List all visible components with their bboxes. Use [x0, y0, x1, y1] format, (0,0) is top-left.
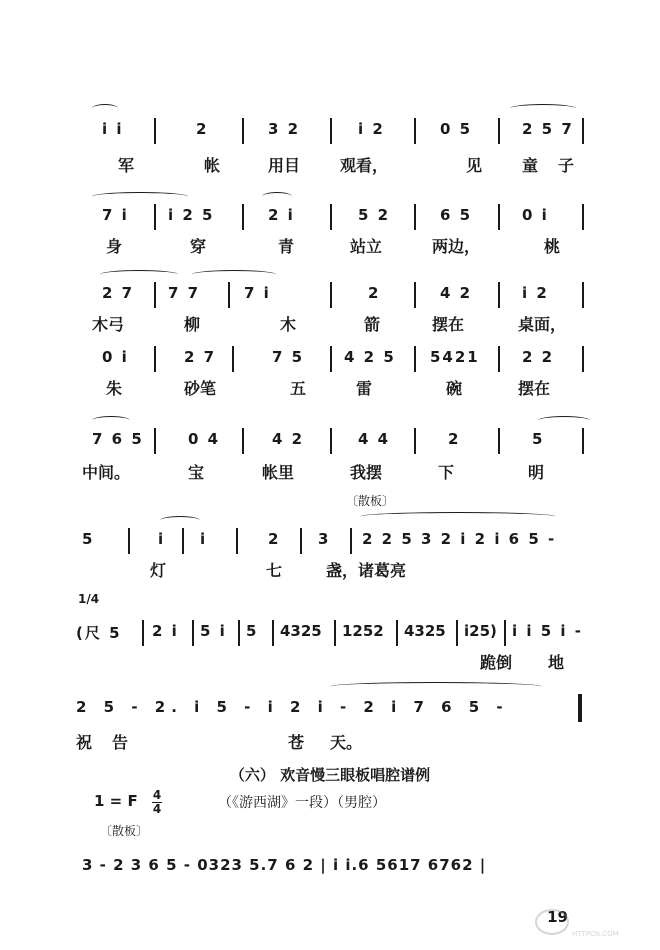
lyric: 两边， [432, 237, 481, 256]
note-group: 5 [532, 430, 545, 448]
notation-row-7 [76, 620, 596, 646]
slur [92, 104, 118, 113]
lyric: 木弓 [92, 315, 125, 334]
note-group: i [158, 530, 166, 548]
lyric: 用目 [268, 156, 301, 175]
lyric: 朱 [106, 379, 123, 398]
note-group: i i 5 i - [512, 622, 583, 640]
note-group: 4325 [404, 622, 446, 640]
lyric: 明 [528, 463, 545, 482]
time-signature [152, 790, 162, 815]
slur [262, 192, 292, 201]
section-heading: （六） 欢音慢三眼板唱腔谱例 [229, 766, 431, 784]
lyric: 苍 [288, 733, 305, 752]
note-group: 4 4 [358, 430, 391, 448]
note-group: 7 i [244, 284, 271, 302]
barline [456, 620, 458, 646]
notation-row-4 [92, 346, 592, 372]
barline [582, 428, 584, 454]
note-group: 5421 [430, 348, 480, 366]
barline [192, 620, 194, 646]
lyric: 宝 [188, 463, 205, 482]
note-group: 2 7 [102, 284, 135, 302]
barline [498, 346, 500, 372]
note-group: 7 6 5 [92, 430, 144, 448]
note-group: 0 i [102, 348, 129, 366]
subtitle: （《游西湖》一段）（男腔） [218, 795, 386, 811]
note-group: 2 [368, 284, 381, 302]
note-group: (尺 5 [76, 624, 122, 642]
note-group: i i [102, 120, 124, 138]
note-group: i 2 [358, 120, 385, 138]
meter-bottom: 4 [152, 802, 162, 816]
slur [510, 104, 576, 113]
notation-row-5 [92, 428, 592, 454]
note-group: 0 4 [188, 430, 221, 448]
lyrics-row-8 [76, 730, 576, 754]
barline [414, 346, 416, 372]
slur [100, 270, 178, 279]
barline [330, 118, 332, 144]
lyric: 我摆 [350, 463, 383, 482]
page-number: 19 [547, 908, 568, 926]
lyrics-row-2 [92, 234, 592, 258]
notation-row-6 [82, 528, 592, 554]
note-group: i 2 [522, 284, 549, 302]
lyric: 箭 [364, 315, 381, 334]
slur [160, 516, 200, 525]
note-group: 5 [82, 530, 95, 548]
note-group: 2 i [152, 622, 179, 640]
note-group: 2 5 7 [522, 120, 574, 138]
barline [414, 428, 416, 454]
watermark-swirl [536, 910, 568, 934]
lyric: 地 [548, 653, 565, 672]
barline [330, 282, 332, 308]
barline [154, 428, 156, 454]
note-group: 5 i [200, 622, 227, 640]
barline [498, 282, 500, 308]
lyric: 穿 [190, 237, 207, 256]
note-group: 4 2 [272, 430, 305, 448]
barline [142, 620, 144, 646]
lyric: 木 [280, 315, 297, 334]
tempo-tag: 〔散板〕 [100, 824, 149, 838]
lyric: 盏，诸葛亮 [326, 561, 407, 580]
barline [228, 282, 230, 308]
barline [238, 620, 240, 646]
slur [330, 682, 542, 691]
notation-row-1 [92, 118, 592, 144]
note-group: 1252 [342, 622, 384, 640]
slur [538, 416, 590, 425]
barline [154, 346, 156, 372]
note-group: 3 2 [268, 120, 301, 138]
note-group: i25) [464, 622, 497, 640]
tempo-tag: 〔散板〕 [346, 494, 395, 508]
barline [330, 204, 332, 230]
lyric: 军 [118, 156, 135, 175]
note-group: 2 5 - 2. i 5 - i 2 i - 2 i 7 6 5 - [76, 698, 509, 716]
lyric: 桃 [544, 237, 561, 256]
barline [334, 620, 336, 646]
barline [330, 346, 332, 372]
barline [272, 620, 274, 646]
lyric: 摆在 [518, 379, 551, 398]
note-group: 7 7 [168, 284, 201, 302]
note-group: 2 [196, 120, 209, 138]
lyric: 祝 [76, 733, 93, 752]
lyric: 帐 [204, 156, 221, 175]
barline [414, 204, 416, 230]
lyrics-row-7 [92, 650, 592, 674]
lyric: 碗 [446, 379, 463, 398]
lyrics-row-1 [92, 153, 592, 177]
barline [300, 528, 302, 554]
lyrics-row-3 [92, 312, 592, 336]
lyric: 观看， [340, 156, 389, 175]
note-group: 2 2 [522, 348, 555, 366]
barline [582, 346, 584, 372]
note-group: 5 2 [358, 206, 391, 224]
barline [350, 528, 352, 554]
note-group: 3 - 2 3 6 5 - 0323 5.7 6 2 | i i.6 5617 6762 | [82, 856, 487, 874]
lyric: 下 [438, 463, 455, 482]
note-group: i [200, 530, 208, 548]
notation-row-3 [92, 282, 592, 308]
barline [128, 528, 130, 554]
lyric: 青 [278, 237, 295, 256]
barline [414, 118, 416, 144]
lyric: 告 [112, 733, 129, 752]
barline [330, 428, 332, 454]
barline [582, 204, 584, 230]
barline [414, 282, 416, 308]
lyrics-row-6 [92, 558, 592, 582]
slur [92, 192, 188, 201]
lyric: 童 [522, 156, 539, 175]
note-group: 2 i [268, 206, 295, 224]
barline [498, 118, 500, 144]
notation-row-2 [92, 204, 592, 230]
lyric: 五 [290, 379, 307, 398]
lyric: 跪倒 [480, 653, 513, 672]
barline [242, 428, 244, 454]
barline [396, 620, 398, 646]
note-group: 4325 [280, 622, 322, 640]
note-group: 2 [268, 530, 281, 548]
final-barline [578, 694, 582, 722]
barline [498, 204, 500, 230]
lyric: 七 [266, 561, 283, 580]
barline [242, 118, 244, 144]
lyric: 桌面， [518, 315, 567, 334]
note-group: 6 5 [440, 206, 473, 224]
lyric: 子 [558, 156, 575, 175]
section-label: 1/4 [78, 592, 100, 606]
note-group: 7 i [102, 206, 129, 224]
notation-row-8 [76, 696, 596, 722]
note-group: 3 [318, 530, 331, 548]
note-group: 0 5 [440, 120, 473, 138]
barline [154, 282, 156, 308]
barline [154, 204, 156, 230]
note-group: 4 2 [440, 284, 473, 302]
barline [182, 528, 184, 554]
barline [236, 528, 238, 554]
lyric: 身 [106, 237, 123, 256]
meter-top: 4 [152, 788, 162, 802]
lyric: 站立 [350, 237, 383, 256]
lyric: 中间。 [82, 463, 131, 482]
barline [154, 118, 156, 144]
note-group: 5 [246, 622, 259, 640]
note-group: 0 i [522, 206, 549, 224]
slur [360, 512, 556, 521]
note-group: 4 2 5 [344, 348, 396, 366]
note-group: 2 2 5 3 2 i 2 i 6 5 - [362, 530, 557, 548]
lyric: 柳 [184, 315, 201, 334]
barline [232, 346, 234, 372]
barline [498, 428, 500, 454]
barline [242, 204, 244, 230]
lyric: 砂笔 [184, 379, 217, 398]
lyric: 帐里 [262, 463, 295, 482]
lyric: 天。 [330, 733, 363, 752]
lyric: 雷 [356, 379, 373, 398]
lyrics-row-5 [82, 460, 592, 484]
barline [504, 620, 506, 646]
barline [582, 282, 584, 308]
slur [192, 270, 276, 279]
barline [582, 118, 584, 144]
lyric: 灯 [150, 561, 167, 580]
note-group: 7 5 [272, 348, 305, 366]
note-group: 2 7 [184, 348, 217, 366]
lyric: 摆在 [432, 315, 465, 334]
note-group: i 2 5 [168, 206, 215, 224]
slur [92, 416, 130, 425]
notation-row-9 [82, 854, 602, 880]
key-signature: 1 = F [94, 792, 138, 810]
watermark-text: HTTPCN.COM [572, 930, 619, 938]
lyrics-row-4 [92, 376, 592, 400]
note-group: 2 [448, 430, 461, 448]
watermark-logo [532, 902, 652, 942]
lyric: 见 [466, 156, 483, 175]
